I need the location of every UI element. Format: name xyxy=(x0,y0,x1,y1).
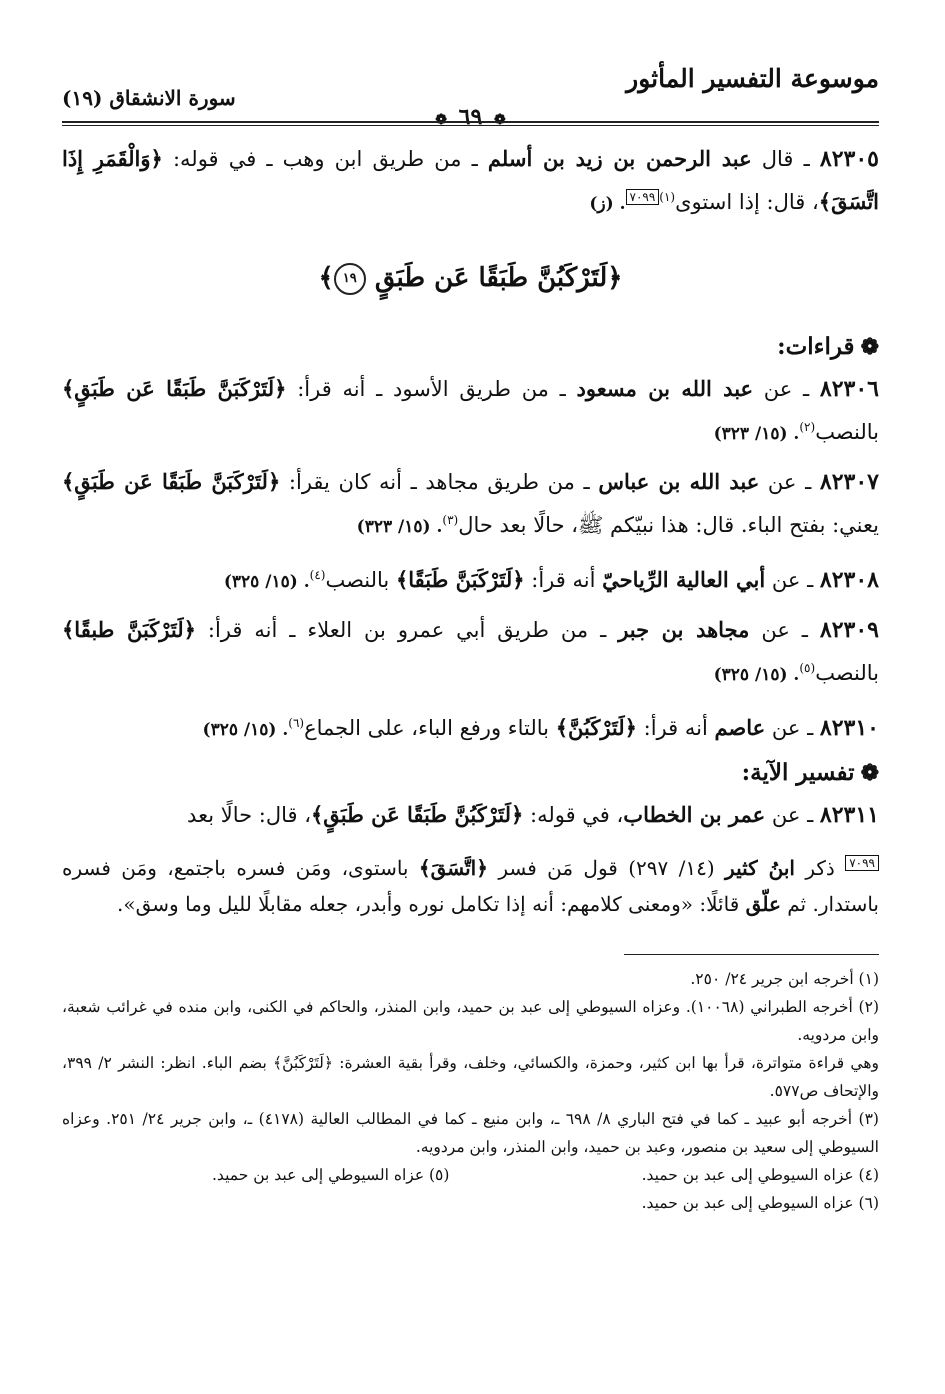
quran-quote: ﴿لَتَرْكَبَنَّ طَبَقًا عَن طَبَقٍ﴾ xyxy=(62,469,281,494)
narration-number: ٨٢٣٠٥ xyxy=(819,146,879,172)
flower-icon: ❁ xyxy=(860,334,879,360)
footnote-marker: (٦) xyxy=(288,716,305,730)
narration-82306 xyxy=(62,370,879,453)
text: ، قال: إذا استوى xyxy=(675,190,819,214)
page-header xyxy=(62,60,879,130)
narration-number: ٨٢٣٠٧ xyxy=(819,469,879,495)
narrator-name: عبد الله بن مسعود xyxy=(576,376,754,401)
text: باستوى، ومَن فسره باجتمع، ومَن فسره باستدار. ثم xyxy=(62,856,879,916)
text: ـ عن xyxy=(765,803,820,827)
footnotes-divider xyxy=(624,954,879,955)
bold-word: علّق xyxy=(745,892,781,916)
source-reference: . (ز) xyxy=(589,194,626,214)
narrator-name: عبد الله بن عباس xyxy=(598,469,760,494)
narration-number: ٨٢٣١٠ xyxy=(819,715,879,741)
text: ، في قوله: xyxy=(523,803,624,827)
quran-quote: ﴿لَتَرْكَبُنَّ﴾ xyxy=(555,715,637,740)
text: ، قال: حالًا بعد xyxy=(187,803,311,827)
footnote-3: (٣) أخرجه أبو عبيد ـ كما في فتح الباري ٨/ ٦٩٨ ـ، وابن منيع ـ كما في المطالب العالية (٤١٧٨) ـ، وابن جرير ٢٤/ ٢٥١. وعزاه السيوطي إلى سعيد بن منصور، وعبد بن حميد، وابن المنذر، وابن مردويه. xyxy=(62,1110,879,1156)
quran-quote: ﴿لَتَرْكَبُنَّ طَبَقًا عَن طَبَقٍ﴾ xyxy=(310,802,524,827)
source-reference: . (١٥/ ٣٢٥) xyxy=(223,572,310,592)
narration-82305 xyxy=(62,140,879,223)
text: ـ من طريق مجاهد ـ أنه كان يقرأ: xyxy=(280,470,599,494)
footnote-2: (٢) أخرجه الطبراني (١٠٠٦٨). وعزاه السيوطي إلى عبد بن حميد، وابن المنذر، والحاكم في الكنى، وابن منده في غرائب شعبة، وابن مردويه. xyxy=(62,998,879,1044)
ornament-icon: ❁ xyxy=(435,112,447,128)
footnote-marker: (٤) xyxy=(309,568,326,582)
note-reference-box: ٧٠٩٩ xyxy=(845,855,879,871)
header-rule xyxy=(62,121,879,123)
narration-number: ٨٢٣٠٦ xyxy=(819,376,879,402)
footnote-1: (١) أخرجه ابن جرير ٢٤/ ٢٥٠. xyxy=(690,970,879,988)
footnote-5: (٥) عزاه السيوطي إلى عبد بن حميد. xyxy=(212,1166,450,1184)
section-qiraat xyxy=(62,333,879,360)
verse-text: ﴿لَتَرْكَبُنَّ طَبَقًا عَن طَبَقٍ xyxy=(374,263,623,293)
text: ـ قال xyxy=(751,147,820,171)
book-page xyxy=(62,60,879,1364)
page-content xyxy=(62,140,879,1217)
footnote-marker: (٥) xyxy=(799,661,816,675)
section-title: تفسير الآية: xyxy=(741,759,855,786)
narrator-name: عاصم xyxy=(714,715,766,740)
text: ـ عن xyxy=(765,716,820,740)
text: ـ عن xyxy=(749,618,820,642)
text: ـ عن xyxy=(759,470,820,494)
footnote-marker: (٣) xyxy=(442,513,459,527)
narration-number: ٨٢٣٠٨ xyxy=(819,567,879,593)
footnote-2-continued: وهي قراءة متواترة، قرأ بها ابن كثير، وحمزة، والكسائي، وخلف، وقرأ بقية العشرة: ﴿لَتَرْكَبُنَّ﴾ بضم الباء. انظر: النشر ٢/ ٣٩٩، والإتحاف ص٥٧٧. xyxy=(62,1054,879,1100)
quran-quote: ﴿لَتَرْكَبَنَّ طَبَقًا عَن طَبَقٍ﴾ xyxy=(62,376,287,401)
narrator-name: عمر بن الخطاب xyxy=(623,802,766,827)
narration-82308 xyxy=(62,556,879,601)
footnotes xyxy=(62,965,879,1217)
surah-title: سورة الانشقاق (١٩) xyxy=(62,86,236,110)
text: ـ عن xyxy=(765,568,820,592)
quran-quote: ﴿وَالْقَمَرِ إِذَا اتَّسَقَ﴾ xyxy=(62,146,879,214)
text: ـ عن xyxy=(753,377,820,401)
ornament-icon: ❁ xyxy=(493,112,506,128)
text: أنه قرأ: xyxy=(524,568,603,592)
text: بالنصب xyxy=(815,420,879,444)
source-reference: . (١٥/ ٣٢٣) xyxy=(356,517,443,537)
footnote-marker: (١) xyxy=(659,190,676,204)
scholar-name: ابنُ كثير xyxy=(725,856,795,880)
source-reference: . (١٥/ ٣٢٣) xyxy=(713,424,800,444)
text: ـ من طريق أبي عمرو بن العلاء ـ أنه قرأ: xyxy=(195,618,619,642)
text: (١٤/ ٢٩٧) قول مَن فسر xyxy=(487,856,726,880)
text: ـ من طريق ابن وهب ـ في قوله: xyxy=(162,147,488,171)
header-rule-thin xyxy=(62,125,879,126)
text: أنه قرأ: xyxy=(636,716,715,740)
narration-82307 xyxy=(62,463,879,546)
narration-82309 xyxy=(62,611,879,694)
quran-quote: ﴿لَتَرْكَبَنَّ طبقًا﴾ xyxy=(62,617,196,642)
narration-82310 xyxy=(62,704,879,749)
page-number: ٦٩ xyxy=(458,104,483,130)
note-reference-box: ٧٠٩٩ xyxy=(626,189,660,205)
flower-icon: ❁ xyxy=(860,760,879,786)
footnote-row-4-5 xyxy=(62,1161,879,1189)
narrator-name: عبد الرحمن بن زيد بن أسلم xyxy=(487,146,752,171)
verse-heading xyxy=(62,263,879,295)
text: يعني: بفتح الباء. قال: هذا نبيّكم ﷺ، حالًا بعد حال xyxy=(458,513,879,537)
text: بالنصب xyxy=(815,661,879,685)
text: بالنصب xyxy=(325,568,396,592)
quran-quote: ﴿لَتَرْكَبَنَّ طَبَقًا﴾ xyxy=(395,567,525,592)
ayah-number-icon: ١٩ xyxy=(334,263,366,295)
editor-note-7099 xyxy=(62,850,879,922)
page-number-box xyxy=(425,104,515,130)
narration-number: ٨٢٣١١ xyxy=(819,802,879,828)
section-tafsir xyxy=(62,759,879,786)
footnote-marker: (٢) xyxy=(799,420,816,434)
book-title: موسوعة التفسير المأثور xyxy=(626,64,879,93)
footnote-4: (٤) عزاه السيوطي إلى عبد بن حميد. xyxy=(641,1166,879,1184)
source-reference: . (١٥/ ٣٢٥) xyxy=(202,720,289,740)
section-title: قراءات: xyxy=(777,333,855,360)
narration-number: ٨٢٣٠٩ xyxy=(819,617,879,643)
source-reference: . (١٥/ ٣٢٥) xyxy=(713,665,800,685)
verse-close: ﴾ xyxy=(318,263,334,293)
footnote-6: (٦) عزاه السيوطي إلى عبد بن حميد. xyxy=(641,1194,879,1212)
narration-82311 xyxy=(62,796,879,834)
text: ذكر xyxy=(794,856,846,880)
quran-quote: ﴿اتَّسَقَ﴾ xyxy=(418,856,488,880)
text: بالتاء ورفع الباء، على الجماع xyxy=(304,716,556,740)
page-number-row xyxy=(62,104,879,130)
text: قائلًا: «ومعنى كلامهم: أنه إذا تكامل نوره وأبدر، جعله مقابلًا لليل وما وسق». xyxy=(117,892,746,916)
text: ـ من طريق الأسود ـ أنه قرأ: xyxy=(286,377,577,401)
narrator-name: أبي العالية الرِّياحيّ xyxy=(602,567,766,592)
narrator-name: مجاهد بن جبر xyxy=(618,617,750,642)
